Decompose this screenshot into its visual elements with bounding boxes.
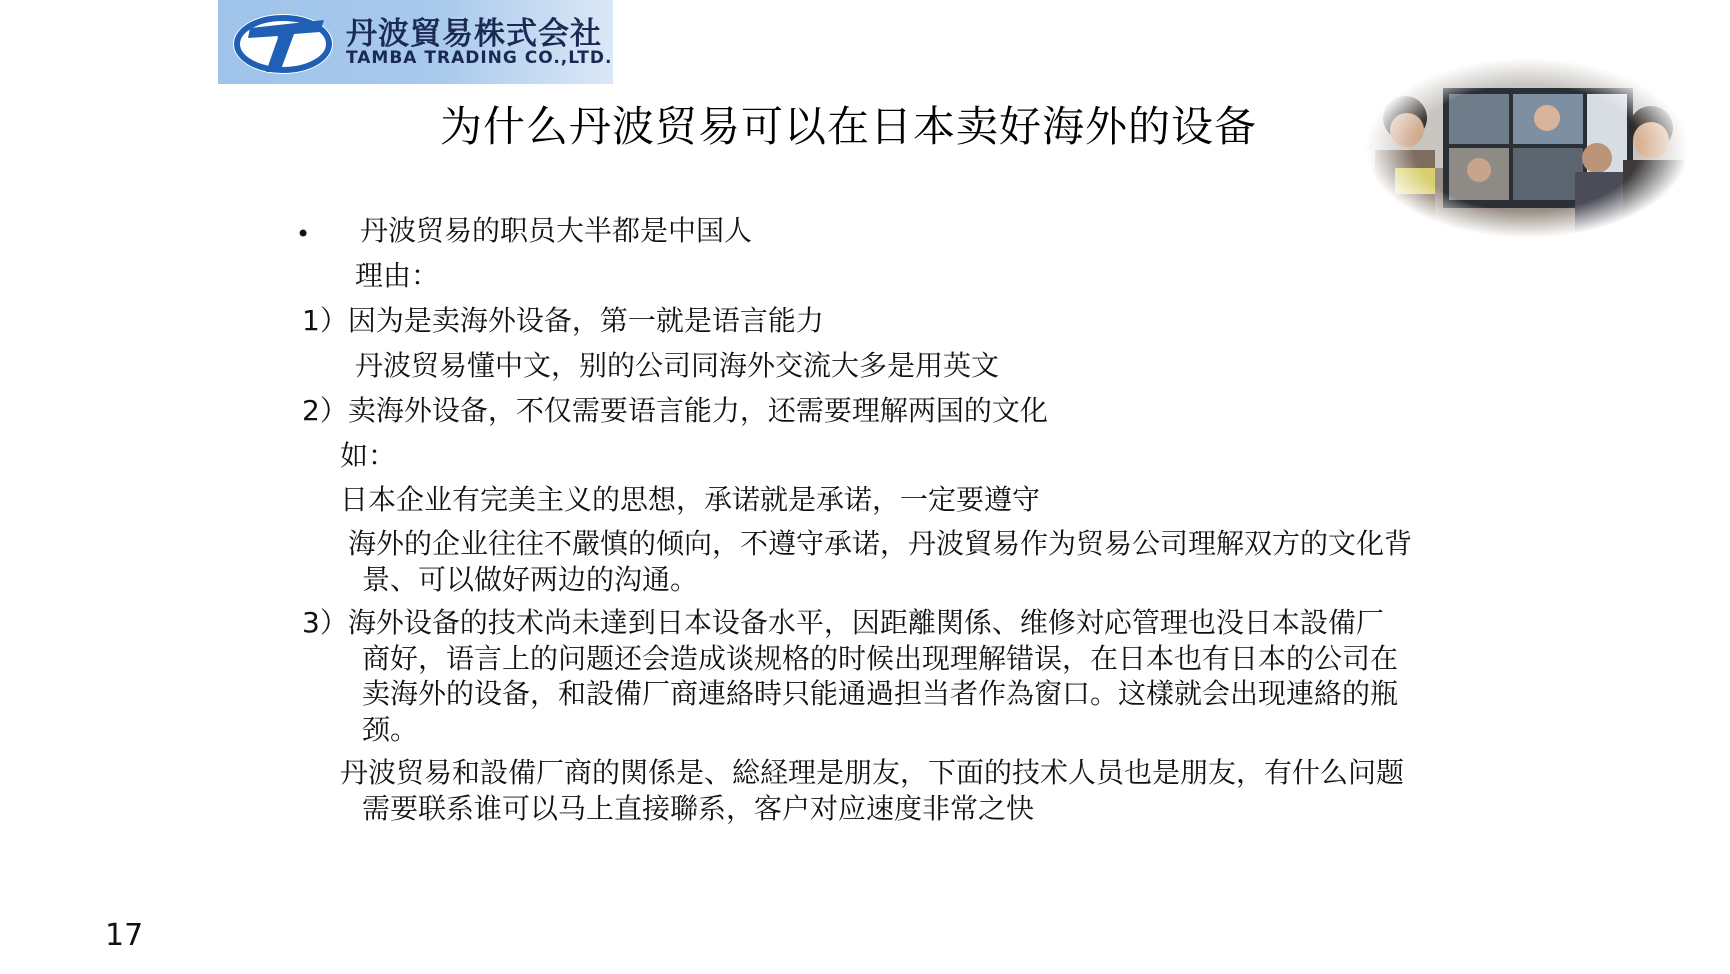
body-line-13: 颈。: [362, 713, 419, 746]
body-line-10: 3）海外设备的技术尚未達到日本设备水平，因距離関係、维修対応管理也没日本設備厂: [302, 606, 1384, 639]
team-video-call-photo: [1365, 58, 1690, 238]
body-line-11: 商好，语言上的问题还会造成谈规格的时候出现理解错误，在日本也有日本的公司在: [362, 642, 1399, 675]
body-line-14: 丹波贸易和設備厂商的関係是、総経理是朋友，下面的技术人员也是朋友，有什么问题: [340, 756, 1405, 789]
body-line-4: 丹波贸易懂中文，别的公司同海外交流大多是用英文: [355, 349, 1000, 382]
body-line-9: 景、可以做好两边的沟通。: [362, 563, 699, 596]
page-number: 17: [105, 918, 144, 953]
bullet-dot: •: [296, 220, 311, 248]
body-line-1: 丹波贸易的职员大半都是中国人: [360, 214, 753, 247]
body-line-8: 海外的企业往往不嚴慎的倾向，不遵守承诺，丹波貿易作为贸易公司理解双方的文化背: [348, 527, 1413, 560]
logo-company-name-en: TAMBA TRADING CO.,LTD.: [346, 48, 613, 68]
slide-title: 为什么丹波贸易可以在日本卖好海外的设备: [440, 102, 1258, 151]
logo-company-name-cn: 丹波貿易株式会社: [346, 16, 602, 52]
company-logo: [218, 0, 613, 84]
body-line-7: 日本企业有完美主义的思想，承诺就是承诺，一定要遵守: [340, 483, 1041, 516]
body-line-3: 1）因为是卖海外设备，第一就是语言能力: [302, 304, 824, 337]
tamba-t-logo-icon: [228, 6, 338, 80]
body-line-12: 卖海外的设备，和設備厂商連絡時只能通過担当者作為窗口。这樣就会出现連絡的瓶: [362, 677, 1399, 710]
body-line-15: 需要联系谁可以马上直接聯系，客户对应速度非常之快: [362, 792, 1035, 825]
body-line-5: 2）卖海外设备，不仅需要语言能力，还需要理解两国的文化: [302, 394, 1048, 427]
body-line-6: 如：: [340, 439, 397, 472]
body-line-2: 理由：: [355, 259, 440, 292]
